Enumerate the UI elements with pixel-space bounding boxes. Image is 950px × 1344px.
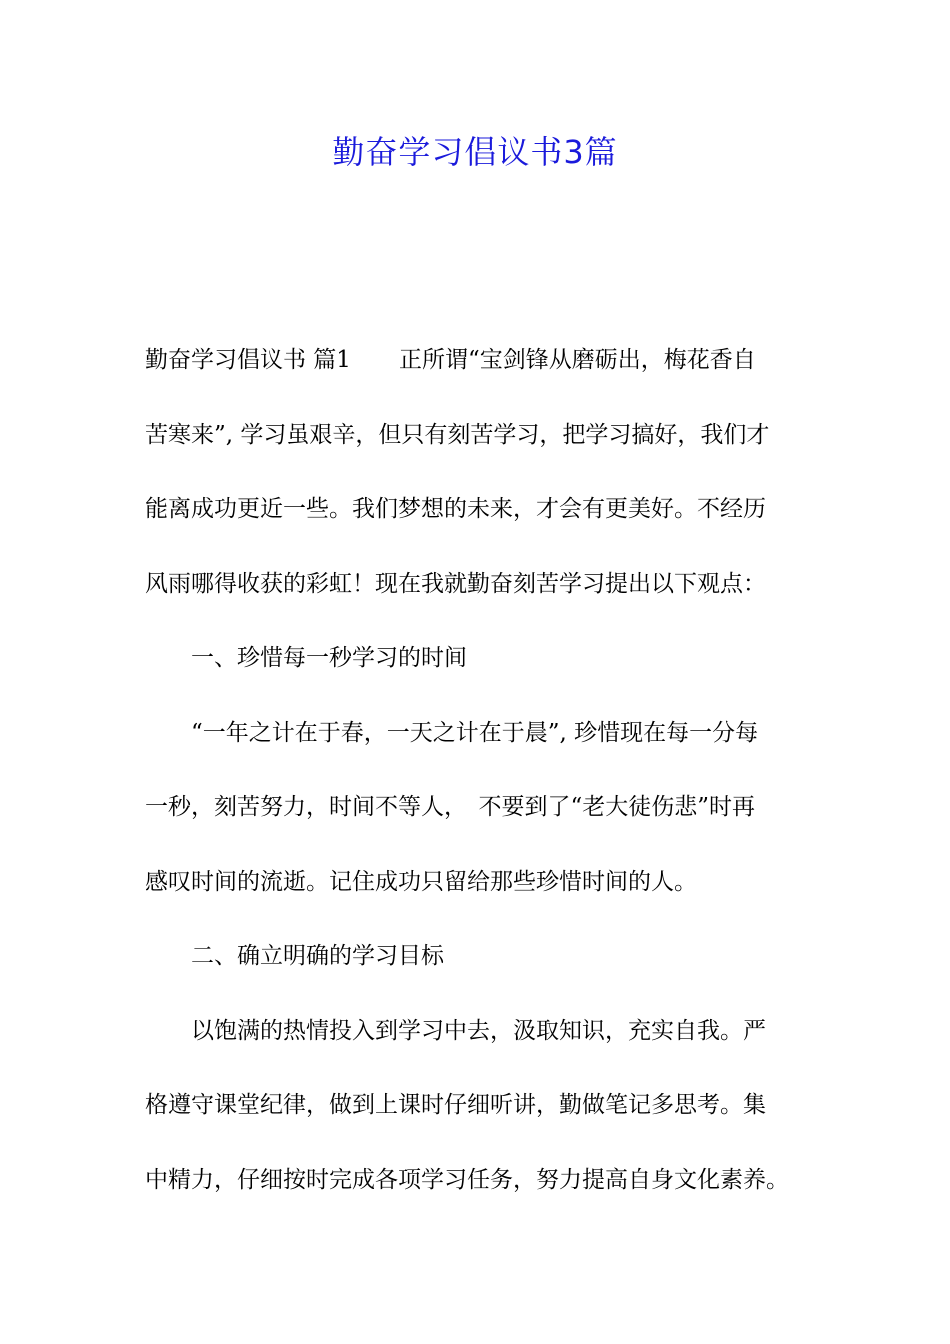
document-title: 勤奋学习倡议书3篇 (332, 133, 618, 171)
section-heading: 二、确立明确的学习目标 (191, 943, 444, 969)
section-heading: 一、珍惜每一秒学习的时间 (191, 645, 467, 671)
paragraph-line (145, 340, 807, 415)
paragraph-line: 一秒，刻苦努力，时间不等人， 不要到了“老大徒伤悲”时再 (145, 794, 756, 820)
paragraph-line: 苦寒来”, 学习虽艰辛，但只有刻苦学习，把学习搞好，我们才 (145, 421, 770, 448)
paragraph-line: 感叹时间的流逝。记住成功只留给那些珍惜时间的人。 (145, 868, 697, 895)
paragraph-line: 以饱满的热情投入到学习中去，汲取知识，充实自我。严 (191, 1017, 766, 1044)
paragraph-line: 中精力，仔细按时完成各项学习任务，努力提高自身文化素养。 (145, 1166, 789, 1193)
paragraph-line: “一年之计在于春，一天之计在于晨”, 珍惜现在每一分每 (191, 719, 759, 746)
paragraph-line: 风雨哪得收获的彩虹！现在我就勤奋刻苦学习提出以下观点： (145, 570, 766, 597)
section-heading: 勤奋学习倡议书 篇1 (145, 347, 351, 373)
document-body (145, 340, 807, 1234)
paragraph-text: 正所谓“宝剑锋从磨砺出，梅花香自 (398, 347, 756, 373)
paragraph-line: 格遵守课堂纪律，做到上课时仔细听讲，勤做笔记多思考。集 (145, 1092, 766, 1118)
paragraph-line: 能离成功更近一些。我们梦想的未来，才会有更美好。不经历 (145, 496, 766, 522)
